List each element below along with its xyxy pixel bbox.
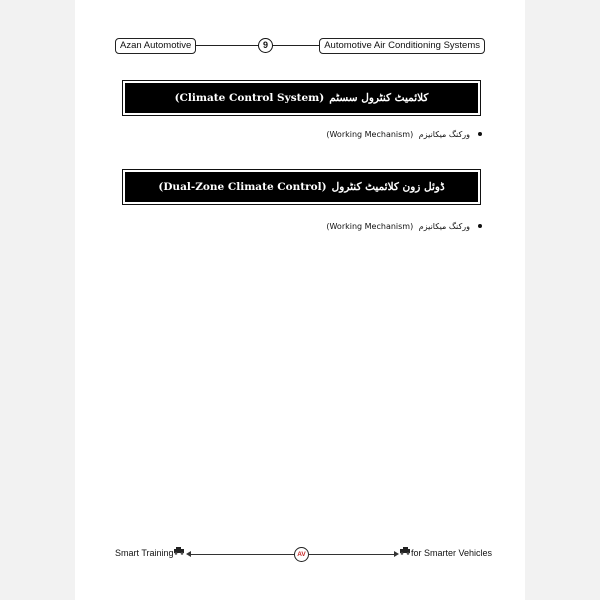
bullet-text — [326, 222, 470, 231]
list-item — [326, 219, 482, 233]
bullet-dot-icon — [478, 132, 482, 136]
bullet-english: (Working Mechanism) — [326, 129, 414, 139]
logo-icon: AV — [294, 547, 309, 562]
section-heading-english: (Dual-Zone Climate Control) — [158, 181, 327, 193]
bullet-urdu: ورکنگ میکانیزم — [418, 221, 470, 231]
section-heading-bar — [125, 172, 478, 202]
footer-divider-left — [190, 554, 294, 555]
footer-left-text: Smart Training — [115, 548, 174, 558]
page-number: 9 — [258, 38, 273, 53]
document-page — [75, 0, 525, 600]
list-item — [326, 127, 482, 141]
section-heading-bar — [125, 83, 478, 113]
bullet-english: (Working Mechanism) — [326, 221, 414, 231]
section-heading-urdu: کلائمیٹ کنٹرول سسٹم — [329, 92, 429, 104]
footer-right-text: for Smarter Vehicles — [411, 548, 493, 558]
header-divider-left — [195, 45, 258, 46]
car-icon — [399, 546, 411, 555]
header-right-title: Automotive Air Conditioning Systems — [319, 38, 485, 54]
car-icon — [173, 546, 185, 555]
bullet-dot-icon — [478, 224, 482, 228]
section-heading-climate-control — [122, 80, 481, 116]
section-heading-dual-zone — [122, 169, 481, 205]
section-heading-urdu: ڈوئل زون کلائمیٹ کنٹرول — [331, 181, 445, 193]
bullet-urdu: ورکنگ میکانیزم — [418, 129, 470, 139]
bullet-text — [326, 130, 470, 139]
footer-divider-right — [309, 554, 394, 555]
section-heading-english: (Climate Control System) — [174, 92, 325, 104]
header-left-title: Azan Automotive — [115, 38, 196, 54]
